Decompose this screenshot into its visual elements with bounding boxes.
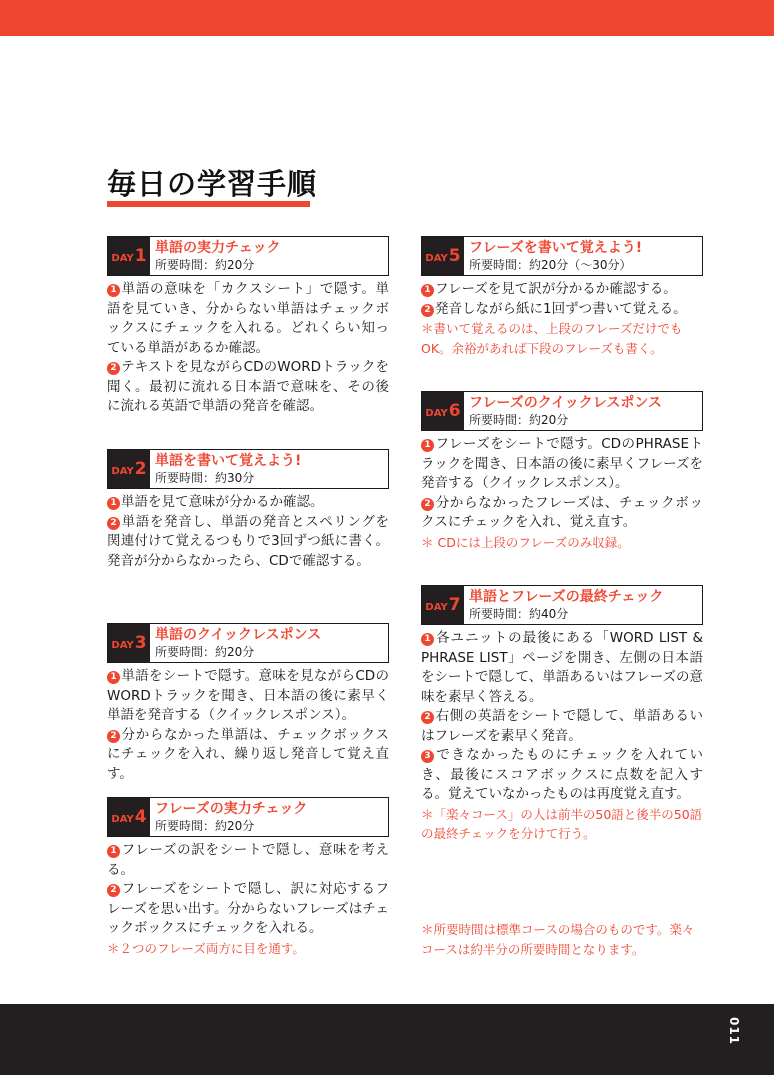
title-underline xyxy=(107,201,310,207)
step-item xyxy=(107,358,389,417)
day-name: フレーズを書いて覚えよう! xyxy=(469,240,643,256)
day-badge-number: 1 xyxy=(134,246,147,266)
step-item xyxy=(107,726,389,785)
step-item xyxy=(421,629,703,707)
step-text: 分からなかったフレーズは、チェックボックスにチェックを入れ、覚え直す。 xyxy=(421,494,703,530)
day-block-6 xyxy=(421,391,703,552)
step-text: 発音しながら紙に1回ずつ書いて覚える。 xyxy=(435,300,687,317)
day-badge-prefix: DAY xyxy=(111,465,134,477)
day-time: 所要時間：約20分 xyxy=(155,258,255,272)
day-badge xyxy=(108,798,150,836)
day-badge xyxy=(422,586,464,624)
step-number-icon: 1 xyxy=(107,497,120,510)
step-number-icon: 1 xyxy=(107,284,120,297)
day-badge-prefix: DAY xyxy=(111,252,134,264)
step-number-icon: 2 xyxy=(107,517,120,530)
day-header xyxy=(107,797,389,837)
step-text: フレーズを見て訳が分かるか確認する。 xyxy=(435,281,677,297)
day-info xyxy=(150,624,321,662)
day-time: 所要時間：約30分 xyxy=(155,471,255,485)
day-info xyxy=(464,586,663,624)
day-badge-prefix: DAY xyxy=(425,601,448,613)
day-time: 所要時間：約20分 xyxy=(155,645,255,659)
day-info xyxy=(150,450,301,488)
day-header xyxy=(421,236,703,276)
step-list xyxy=(421,629,703,844)
day-time: 所要時間：約40分 xyxy=(469,607,569,621)
day-badge-prefix: DAY xyxy=(111,639,134,651)
step-item xyxy=(107,667,389,726)
step-item xyxy=(421,707,703,746)
step-text: 単語の意味を「カクスシート」で隠す。単語を見ていき、分からない単語はチェックボックスにチェックを入れる。どれくらい知っている単語があるか確認。 xyxy=(107,281,389,356)
day-header xyxy=(107,236,389,276)
step-item xyxy=(107,280,389,358)
step-text: 単語を発音し、単語の発音とスペリングを関連付けて覚えるつもりで3回ずつ紙に書く。発音が分からなかったら、CDで確認する。 xyxy=(107,513,389,569)
step-text: 分からなかった単語は、チェックボックスにチェックを入れ、繰り返し発音して覚え直す。 xyxy=(107,726,389,782)
step-number-icon: 1 xyxy=(107,845,120,858)
day-badge-number: 2 xyxy=(134,459,147,479)
step-note: ＊ CDには上段のフレーズのみ収録。 xyxy=(421,534,630,550)
day-badge xyxy=(422,392,464,430)
day-name: 単語を書いて覚えよう! xyxy=(155,453,302,469)
day-badge-prefix: DAY xyxy=(425,407,448,419)
day-badge-number: 5 xyxy=(448,246,461,266)
step-number-icon: 1 xyxy=(421,284,434,297)
bottom-bar xyxy=(0,1004,774,1075)
day-block-4 xyxy=(107,797,389,958)
step-text: 右側の英語をシートで隠して、単語あるいはフレーズを素早く発音。 xyxy=(421,708,703,744)
day-block-7 xyxy=(421,585,703,844)
step-item xyxy=(107,493,389,513)
day-header xyxy=(421,391,703,431)
day-header xyxy=(421,585,703,625)
day-name: フレーズの実力チェック xyxy=(155,801,308,817)
day-badge xyxy=(108,237,150,275)
step-number-icon: 3 xyxy=(421,750,434,763)
day-time: 所要時間：約20分 xyxy=(469,413,569,427)
step-number-icon: 1 xyxy=(421,439,434,452)
step-note: ＊書いて覚えるのは、上段のフレーズだけでもOK。余裕があれば下段のフレーズも書く。 xyxy=(421,321,683,356)
step-item xyxy=(107,513,389,572)
step-number-icon: 2 xyxy=(421,304,434,317)
step-number-icon: 1 xyxy=(421,633,434,646)
page-number: 011 xyxy=(726,1016,741,1046)
step-text: 単語をシートで隠す。意味を見ながらCDのWORDトラックを聞き、日本語の後に素早く単語を発音する（クイックレスポンス）。 xyxy=(107,668,389,723)
step-number-icon: 2 xyxy=(107,884,120,897)
day-badge-number: 6 xyxy=(448,401,461,421)
step-list xyxy=(107,667,389,784)
day-name: フレーズのクイックレスポンス xyxy=(469,395,662,411)
step-item xyxy=(421,494,703,533)
day-badge-number: 7 xyxy=(448,595,461,615)
footer-note: ＊所要時間は標準コースの場合のものです。楽々コースは約半分の所要時間となります。 xyxy=(421,922,695,957)
step-list xyxy=(107,493,389,571)
day-badge-number: 3 xyxy=(134,633,147,653)
day-info xyxy=(150,237,281,275)
day-block-2 xyxy=(107,449,389,571)
top-accent-bar xyxy=(0,0,774,36)
day-badge xyxy=(108,450,150,488)
step-text: 単語を見て意味が分かるか確認。 xyxy=(121,494,324,510)
day-badge-number: 4 xyxy=(134,807,147,827)
step-text: テキストを見ながらCDのWORDトラックを聞く。最初に流れる日本語で意味を、その後に流れる英語で単語の発音を確認。 xyxy=(107,359,389,414)
step-list xyxy=(107,841,389,958)
day-info xyxy=(150,798,307,836)
page-title: 毎日の学習手順 xyxy=(107,167,318,201)
step-number-icon: 1 xyxy=(107,671,120,684)
day-badge-prefix: DAY xyxy=(425,252,448,264)
step-number-icon: 2 xyxy=(421,498,434,511)
step-list xyxy=(107,280,389,417)
step-number-icon: 2 xyxy=(421,711,434,724)
day-time: 所要時間：約20分（～30分） xyxy=(469,258,632,272)
step-list xyxy=(421,435,703,552)
day-name: 単語のクイックレスポンス xyxy=(155,627,322,643)
step-text: 各ユニットの最後にある「WORD LIST & PHRASE LIST」ページを開き、左側の日本語をシートで隠して、単語あるいはフレーズの意味を素早く答える。 xyxy=(421,630,704,705)
step-item xyxy=(107,880,389,939)
step-item xyxy=(421,280,703,300)
day-badge xyxy=(108,624,150,662)
day-info xyxy=(464,392,662,430)
step-note: ＊２つのフレーズ両方に目を通す。 xyxy=(107,940,305,956)
day-badge-prefix: DAY xyxy=(111,813,134,825)
day-header xyxy=(107,449,389,489)
day-header xyxy=(107,623,389,663)
step-note: ＊「楽々コース」の人は前半の50語と後半の50語の最終チェックを分けて行う。 xyxy=(421,806,703,841)
step-item xyxy=(107,841,389,880)
step-text: フレーズをシートで隠す。CDのPHRASEトラックを聞き、日本語の後に素早くフレーズを発音する（クイックレスポンス）。 xyxy=(421,436,703,491)
step-number-icon: 2 xyxy=(107,730,120,743)
day-time: 所要時間：約20分 xyxy=(155,819,255,833)
day-name: 単語とフレーズの最終チェック xyxy=(469,589,664,605)
step-text: フレーズをシートで隠し、訳に対応するフレーズを思い出す。分からないフレーズはチェックボックスにチェックを入れる。 xyxy=(107,881,389,936)
day-name: 単語の実力チェック xyxy=(155,240,281,256)
step-list xyxy=(421,280,703,358)
step-item xyxy=(421,435,703,494)
step-number-icon: 2 xyxy=(107,362,120,375)
day-block-3 xyxy=(107,623,389,784)
step-text: できなかったものにチェックを入れていき、最後にスコアボックスに点数を記入する。覚えていなかったものは再度覚え直す。 xyxy=(421,747,703,802)
step-item xyxy=(421,300,703,320)
day-info xyxy=(464,237,642,275)
day-block-1 xyxy=(107,236,389,417)
step-item xyxy=(421,746,703,805)
day-block-5 xyxy=(421,236,703,358)
step-text: フレーズの訳をシートで隠し、意味を考える。 xyxy=(107,842,389,878)
day-badge xyxy=(422,237,464,275)
